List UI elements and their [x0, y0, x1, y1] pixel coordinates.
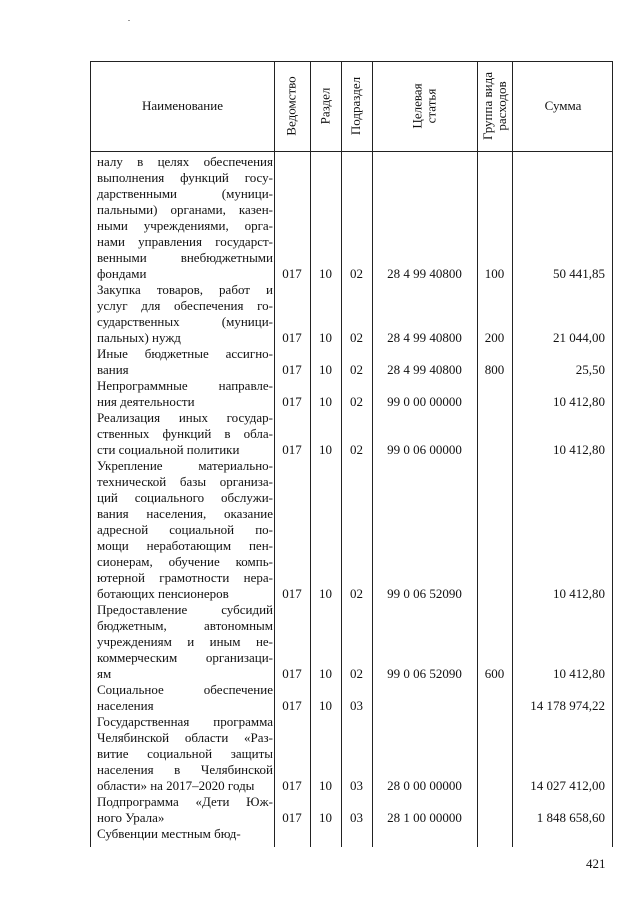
cell-razdel: 10 — [319, 778, 332, 793]
row-name-line: витие социальной защиты — [97, 746, 273, 761]
row-name — [97, 378, 273, 410]
row-name — [97, 346, 273, 378]
cell-celevaya: 28 4 99 40800 — [387, 266, 462, 281]
row-name-line: адресной социальной по- — [97, 522, 273, 537]
cell-razdel: 10 — [319, 666, 332, 681]
header-razdel — [310, 61, 341, 151]
scan-mark — [128, 20, 130, 21]
page-number: 421 — [586, 856, 606, 871]
row-name-line: ций социального обслужи- — [97, 490, 273, 505]
row-name-line: бюджетным, автономным — [97, 618, 273, 633]
header-podrazdel — [341, 61, 372, 151]
cell-vedomstvo: 017 — [282, 394, 302, 409]
row-name-line: пальных) нужд — [97, 330, 181, 345]
cell-podrazdel: 03 — [350, 778, 363, 793]
row-name — [97, 602, 273, 682]
header-summa — [512, 61, 614, 151]
header-vedomstvo — [274, 61, 310, 151]
cell-celevaya: 99 0 06 00000 — [387, 442, 462, 457]
header-summa-label: Сумма — [544, 98, 582, 113]
cell-celevaya: 99 0 00 00000 — [387, 394, 462, 409]
row-name-line: Закупка товаров, работ и — [97, 282, 273, 297]
row-name — [97, 714, 273, 794]
budget-table — [90, 61, 613, 847]
cell-podrazdel: 02 — [350, 586, 363, 601]
cell-podrazdel: 02 — [350, 394, 363, 409]
cell-gruppa: 600 — [484, 666, 505, 681]
header-name-label: Наименование — [142, 98, 223, 113]
cell-podrazdel: 02 — [350, 362, 363, 377]
cell-summa: 21 044,00 — [553, 330, 605, 345]
header-gruppa-line2: расходов — [493, 81, 509, 131]
row-name-line: ям — [97, 666, 112, 681]
cell-vedomstvo: 017 — [282, 778, 302, 793]
table-row — [91, 410, 612, 458]
table-row — [91, 458, 612, 602]
cell-razdel: 10 — [319, 586, 332, 601]
table-row — [91, 154, 612, 282]
cell-podrazdel: 03 — [350, 810, 363, 825]
row-name-line: коммерческим организаци- — [97, 650, 273, 665]
cell-summa: 10 412,80 — [553, 666, 605, 681]
row-name-line: ственных функций в обла- — [97, 426, 273, 441]
row-name-line: мощи неработающим пен- — [97, 538, 273, 553]
row-name-line: Укрепление материально- — [97, 458, 273, 473]
cell-podrazdel: 02 — [350, 266, 363, 281]
cell-celevaya: 28 4 99 40800 — [387, 362, 462, 377]
cell-podrazdel: 02 — [350, 666, 363, 681]
row-name-line: сионерам, обучение компь- — [97, 554, 273, 569]
cell-vedomstvo: 017 — [282, 266, 302, 281]
row-name-line: нами управления государст- — [97, 234, 273, 249]
row-name-line: Социальное обеспечение — [97, 682, 273, 697]
row-name-line: учреждениям и иным не- — [97, 634, 273, 649]
row-name-line: ютерной грамотности нера- — [97, 570, 273, 585]
cell-vedomstvo: 017 — [282, 698, 302, 713]
row-name-line: Субвенции местным бюд- — [97, 826, 241, 841]
row-name-line: вания населения, оказание — [97, 506, 273, 521]
cell-celevaya: 28 4 99 40800 — [387, 330, 462, 345]
cell-summa: 25,50 — [575, 362, 605, 377]
row-name-line: ными учреждениями, орга- — [97, 218, 273, 233]
header-bottom-border — [91, 151, 612, 152]
row-name-line: Челябинской области «Раз- — [97, 730, 273, 745]
row-name-line: ботающих пенсионеров — [97, 586, 229, 601]
cell-razdel: 10 — [319, 362, 332, 377]
row-name-line: пальными) органами, казен- — [97, 202, 273, 217]
cell-podrazdel: 03 — [350, 698, 363, 713]
cell-vedomstvo: 017 — [282, 586, 302, 601]
table-row — [91, 714, 612, 794]
row-name-line: выполнения функций госу- — [97, 170, 273, 185]
cell-vedomstvo: 017 — [282, 362, 302, 377]
cell-vedomstvo: 017 — [282, 330, 302, 345]
row-name-line: Непрограммные направле- — [97, 378, 273, 393]
header-celevaya-line1: Целевая — [409, 83, 425, 129]
cell-gruppa: 100 — [484, 266, 505, 281]
table-row — [91, 282, 612, 346]
row-name — [97, 410, 273, 458]
cell-podrazdel: 02 — [350, 330, 363, 345]
header-name — [91, 61, 274, 151]
row-name-line: Реализация иных государ- — [97, 410, 273, 425]
header-gruppa-line1: Группа вида — [479, 72, 495, 140]
row-name-line: Подпрограмма «Дети Юж- — [97, 794, 273, 809]
row-name-line: Предоставление субсидий — [97, 602, 273, 617]
table-row — [91, 794, 612, 826]
cell-summa: 10 412,80 — [553, 394, 605, 409]
table-row — [91, 826, 612, 842]
cell-razdel: 10 — [319, 394, 332, 409]
cell-vedomstvo: 017 — [282, 810, 302, 825]
cell-celevaya: 99 0 06 52090 — [387, 666, 462, 681]
cell-summa: 14 027 412,00 — [530, 778, 605, 793]
cell-vedomstvo: 017 — [282, 442, 302, 457]
row-name-line: технической базы организа- — [97, 474, 273, 489]
row-name — [97, 458, 273, 602]
table-row — [91, 682, 612, 714]
cell-gruppa: 200 — [484, 330, 505, 345]
table-row — [91, 346, 612, 378]
cell-summa: 14 178 974,22 — [530, 698, 605, 713]
row-name-line: населения — [97, 698, 154, 713]
cell-summa: 10 412,80 — [553, 586, 605, 601]
cell-vedomstvo: 017 — [282, 666, 302, 681]
row-name-line: дарственными (муници- — [97, 186, 273, 201]
header-celevaya — [372, 61, 477, 151]
row-name-line: области» на 2017–2020 годы — [97, 778, 255, 793]
cell-razdel: 10 — [319, 442, 332, 457]
row-name — [97, 682, 273, 714]
header-celevaya-line2: статья — [423, 88, 439, 124]
cell-razdel: 10 — [319, 698, 332, 713]
row-name-line: налу в целях обеспечения — [97, 154, 273, 169]
row-name-line: Иные бюджетные ассигно- — [97, 346, 273, 361]
cell-summa: 50 441,85 — [553, 266, 605, 281]
cell-celevaya: 28 0 00 00000 — [387, 778, 462, 793]
cell-celevaya: 99 0 06 52090 — [387, 586, 462, 601]
row-name-line: ния деятельности — [97, 394, 195, 409]
row-name-line: сударственных (муници- — [97, 314, 273, 329]
row-name — [97, 794, 273, 826]
row-name-line: ного Урала» — [97, 810, 165, 825]
header-gruppa — [477, 61, 512, 151]
row-name-line: фондами — [97, 266, 147, 281]
table-row — [91, 602, 612, 682]
row-name-line: Государственная программа — [97, 714, 273, 729]
row-name-line: вания — [97, 362, 129, 377]
cell-razdel: 10 — [319, 330, 332, 345]
cell-razdel: 10 — [319, 266, 332, 281]
cell-summa: 1 848 658,60 — [536, 810, 605, 825]
cell-podrazdel: 02 — [350, 442, 363, 457]
table-row — [91, 378, 612, 410]
row-name-line: населения в Челябинской — [97, 762, 273, 777]
cell-razdel: 10 — [319, 810, 332, 825]
row-name — [97, 826, 273, 842]
cell-celevaya: 28 1 00 00000 — [387, 810, 462, 825]
cell-summa: 10 412,80 — [553, 442, 605, 457]
row-name-line: услуг для обеспечения го- — [97, 298, 273, 313]
header-vedomstvo-label: Ведомство — [284, 76, 299, 136]
cell-gruppa: 800 — [484, 362, 505, 377]
row-name — [97, 282, 273, 346]
row-name — [97, 154, 273, 282]
row-name-line: сти социальной политики — [97, 442, 240, 457]
row-name-line: венными внебюджетными — [97, 250, 273, 265]
header-podrazdel-label: Подраздел — [348, 76, 364, 136]
header-razdel-label: Раздел — [317, 87, 333, 125]
